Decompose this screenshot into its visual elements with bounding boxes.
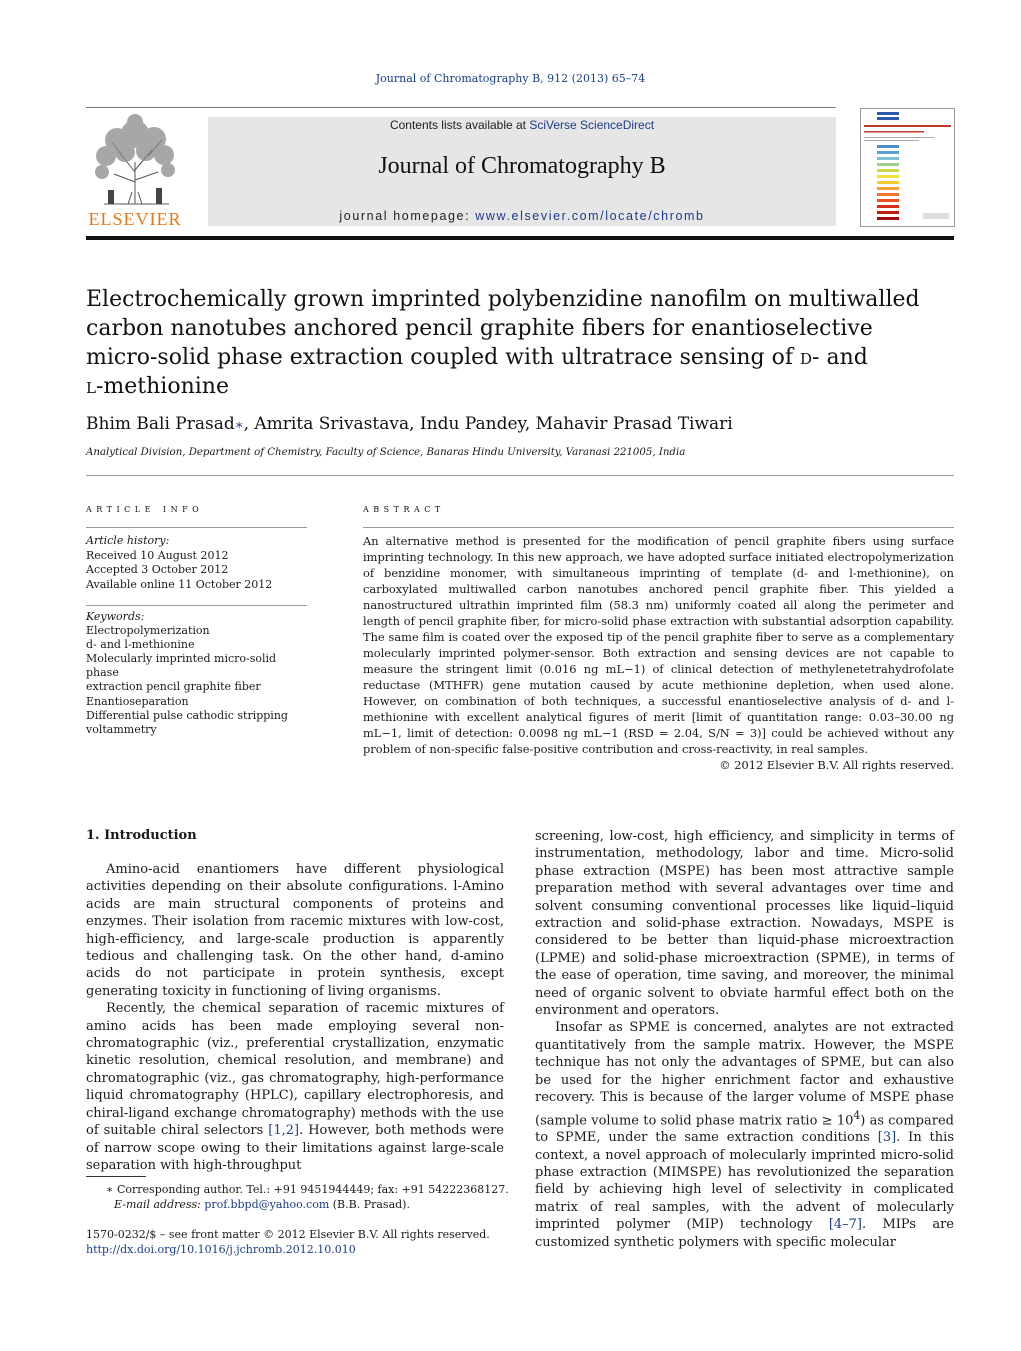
title-l-prefix: l <box>86 374 96 399</box>
paragraph-text: Insofar as SPME is concerned, analytes are not extracted quantitatively from the sample matrix. However, the MSPE technique has not only the advantages of SPME, but can also be used for the higher enrichment factor and exhaustive recovery. This is because of the larger volume of MSPE phase (sample volume to solid phase matrix ratio ≥ 10 <box>535 1020 954 1128</box>
keyword: extraction pencil graphite fiber <box>86 680 261 694</box>
email-link[interactable]: prof.bbpd@yahoo.com <box>204 1198 330 1211</box>
citation-link[interactable]: [1,2] <box>268 1123 300 1139</box>
keyword: d- and l-methionine <box>86 638 195 652</box>
sciencedirect-link[interactable]: SciVerse ScienceDirect <box>529 118 655 132</box>
title-d-prefix: d <box>800 345 813 370</box>
email-suffix: (B.B. Prasad). <box>329 1198 410 1211</box>
footnote-line <box>86 1182 509 1197</box>
footnote-line <box>86 1197 509 1212</box>
doi-link[interactable]: http://dx.doi.org/10.1016/j.jchromb.2012.10.010 <box>86 1243 356 1256</box>
homepage-link[interactable]: www.elsevier.com/locate/chromb <box>475 209 705 223</box>
corresponding-author-mark[interactable]: ∗ <box>234 418 244 433</box>
header-rule <box>86 107 836 108</box>
body-column-left <box>86 861 504 1174</box>
keyword: Enantioseparation <box>86 694 189 708</box>
article-info-rule <box>86 527 307 528</box>
keyword: Electropolymerization <box>86 624 210 638</box>
paragraph-text: ) as compared to SPME, under the same extraction conditions <box>535 1112 954 1146</box>
contents-prefix: Contents lists available at <box>389 118 530 132</box>
journal-cover-thumbnail <box>860 108 955 227</box>
paragraph-text: Recently, the chemical separation of racemic mixtures of amino acids has been made employing several non-chromatographic (viz., preferential crystallization, enzymatic kinetic resolution, chemical resolution, and membrane) and chromatographic (viz., gas chromatography, high-performance liquid chromatography (HPLC), capillary electrophoresis, and chiral-ligand exchange chromatography) methods with the use of suitable chiral selectors <box>86 1001 504 1139</box>
corresponding-author-footnote <box>86 1182 509 1212</box>
title-line-3-end: - and <box>812 345 868 370</box>
title-line-1: Electrochemically grown imprinted polybenzidine nanofilm on multiwalled <box>86 287 920 312</box>
title-line-2: carbon nanotubes anchored pencil graphite fibers for enantioselective <box>86 316 873 341</box>
history-accepted: Accepted 3 October 2012 <box>86 563 229 576</box>
keywords-label: Keywords: <box>86 610 145 623</box>
title-line-3-text: micro-solid phase extraction coupled with ultratrace sensing of <box>86 345 801 370</box>
title-line-4-text: -methionine <box>95 374 229 399</box>
contents-line <box>208 118 836 132</box>
elsevier-wordmark: ELSEVIER <box>88 209 182 229</box>
journal-citation[interactable]: Journal of Chromatography B, 912 (2013) 65–74 <box>375 72 646 85</box>
keywords-block <box>86 610 307 737</box>
affiliation: Analytical Division, Department of Chemistry, Faculty of Science, Banaras Hindu University, Varanasi 221005, India <box>86 447 686 458</box>
history-label: Article history: <box>86 534 170 547</box>
issn-line: 1570-0232/$ – see front matter © 2012 Elsevier B.V. All rights reserved. <box>86 1228 490 1241</box>
paragraph-text: . MIPs are customized synthetic polymers with specific molecular <box>535 1217 954 1250</box>
abstract-text: An alternative method is presented for the modification of pencil graphite fibers using surface imprinting technology. In this new approach, we have adopted surface initiated electropolymerization of benzidine monomer, with simultaneous imprinting of template (d- and l-methionine), on carboxylated multiwalled carbon nanotubes anchored pencil graphite fiber. This yielded a nanostructured ultrathin imprinted film (58.3 nm) uniformly coated all along the perimeter and length of pencil graphite fiber, for micro-solid phase extraction with substantial adsorption capability. The same film is coated over the exposed tip of the pencil graphite fiber to serve as a complementary molecularly imprinted polymer-sensor. Both extraction and sensing devices are not capable to measure the stringent limit (0.016 ng mL−1) of clinical detection of methylenetetrahydrofolate reductase (MTHFR) gene mutation caused by acute methionine depletion, when used alone. However, on combination of both techniques, a successful enantioselective analysis of d- and l-methionine with excellent analytical figures of merit [limit of quantitation range: 0.03–30.00 ng mL−1, limit of detection: 0.0098 ng mL−1 (RSD = 2.04, S/N = 3)] could be achieved without any problem of non-specific false-positive contribution and cross-reactivity, in real samples. <box>363 534 954 756</box>
article-title <box>86 285 936 401</box>
title-line-4 <box>86 372 936 401</box>
paragraph-text: . However, both methods were of narrow scope owing to their limitations against large-scale separation with high-throughput <box>86 1123 505 1173</box>
title-line-3 <box>86 343 936 372</box>
footnote-rule <box>86 1176 146 1177</box>
abstract-copyright: © 2012 Elsevier B.V. All rights reserved. <box>719 758 954 772</box>
journal-name: Journal of Chromatography B <box>378 153 666 179</box>
front-matter <box>86 1227 490 1257</box>
article-info-heading: article info <box>86 502 204 515</box>
article-history <box>86 534 307 592</box>
footnote-mark: ∗ <box>106 1183 114 1196</box>
keyword: Molecularly imprinted micro-solid phase <box>86 652 277 680</box>
history-online: Available online 11 October 2012 <box>86 577 273 591</box>
tree-logo-icon <box>84 112 186 208</box>
keyword: voltammetry <box>86 722 157 736</box>
abstract-rule <box>363 527 954 528</box>
footnote-contact: Corresponding author. Tel.: +91 9451944449; fax: +91 54222368127. <box>113 1183 509 1196</box>
citation-link[interactable]: [3] <box>877 1130 897 1146</box>
affiliation-rule <box>86 475 954 476</box>
paragraph: screening, low-cost, high efficiency, and simplicity in terms of instrumentation, methodology, labor and time. Micro-solid phase extraction (MSPE) has been most attractive sample preparation method with several advantages over time and solvent consuming conventional processes like liquid–liquid extraction and solid-phase extraction. Nowadays, MSPE is considered to be better than liquid-phase microextraction (LPME) and solid-phase microextraction (SPME), in terms of the ease of operation, time saving, and moreover, the minimal need of organic solvent to obviate harmful effect both on the environment and operators. <box>535 829 954 1019</box>
abstract-heading: abstract <box>363 502 445 515</box>
email-label: E-mail address: <box>114 1198 205 1211</box>
keyword: Differential pulse cathodic stripping <box>86 708 288 722</box>
homepage-prefix: journal homepage: <box>339 209 476 223</box>
section-heading-introduction: 1. Introduction <box>86 828 197 843</box>
paragraph <box>535 1019 954 1251</box>
superscript: 4 <box>853 1108 861 1122</box>
paragraph-text: . In this context, a novel approach of molecularly imprinted micro-solid phase extraction (MIMSPE) has revolutionized the separation field by achieving high level of selectivity in complicated matrix of real samples, with the advent of molecularly imprinted polymer (MIP) technology <box>535 1130 954 1233</box>
homepage-line <box>208 209 836 223</box>
keywords-rule <box>86 605 307 606</box>
author-corresponding: Bhim Bali Prasad <box>86 414 235 434</box>
citation-link[interactable]: [4–7] <box>828 1217 862 1233</box>
history-received: Received 10 August 2012 <box>86 548 229 562</box>
body-column-right <box>535 828 954 1251</box>
paragraph <box>86 1000 504 1174</box>
header-thick-rule <box>86 236 954 240</box>
paragraph: Amino-acid enantiomers have different physiological activities depending on their absolute configurations. l-Amino acids are main structural components of proteins and enzymes. Their isolation from racemic mixtures with low-cost, high-efficiency, and large-scale production is apparently tedious and challenging task. On the other hand, d-amino acids do not participate in protein synthesis, except generating toxicity in functioning of living organisms. <box>86 862 504 999</box>
author-list: Bhim Bali Prasad∗, Amrita Srivastava, Indu Pandey, Mahavir Prasad Tiwari <box>86 414 733 434</box>
author-others: Amrita Srivastava, Indu Pandey, Mahavir Prasad Tiwari <box>254 414 733 434</box>
cover-art <box>861 109 954 226</box>
